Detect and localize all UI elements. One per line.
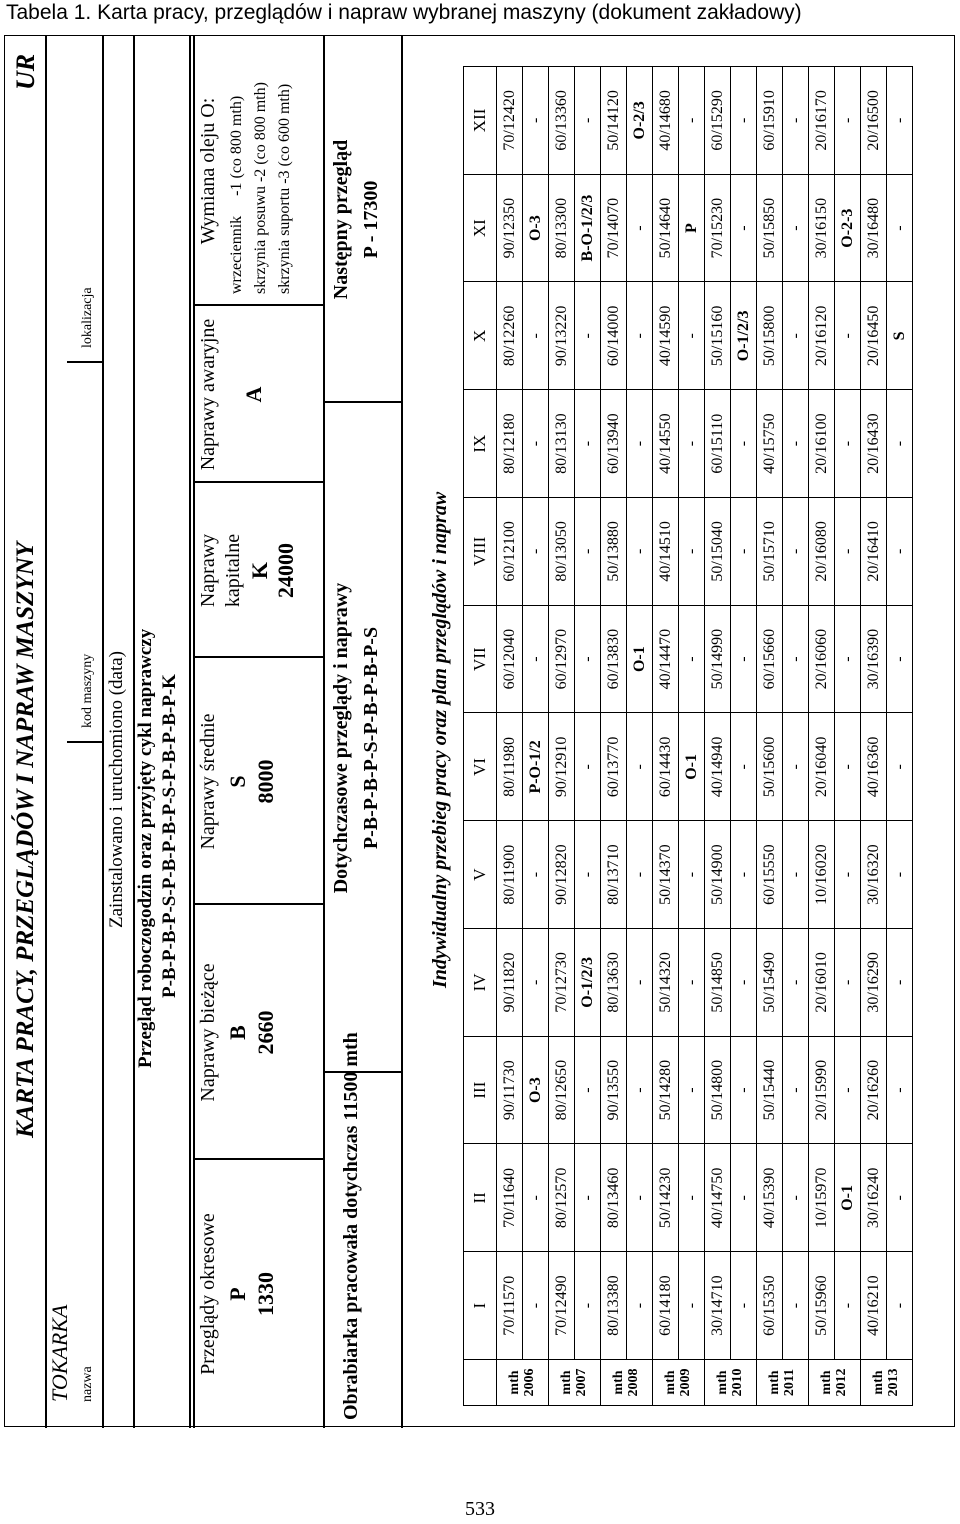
name-label: nazwa [80,1366,95,1402]
hours-cell: 30/16320 [861,821,887,929]
event-cell: - [627,929,653,1037]
month-header: XI [464,174,497,282]
event-cell: - [731,1144,757,1252]
event-cell: - [627,390,653,498]
event-cell: - [731,498,757,606]
hours-cell: 60/15110 [705,390,731,498]
event-cell: - [523,67,549,175]
hours-cell: 50/14640 [653,174,679,282]
capital-repairs-title-1: Naprawy [197,533,219,608]
event-cell: P-O-1/2 [523,713,549,821]
event-cell: - [627,1252,653,1360]
hours-cell: 80/13710 [601,821,627,929]
event-cell: - [731,713,757,821]
year-label [757,1360,809,1406]
hours-cell: 50/14900 [705,821,731,929]
event-cell: - [679,282,705,390]
event-cell: - [783,174,809,282]
hours-cell: 20/16260 [861,1036,887,1144]
hours-cell: 50/15160 [705,282,731,390]
month-header: IX [464,390,497,498]
next-inspection-title: Następny przegląd [330,139,352,300]
year-events-row [575,67,601,1406]
event-cell: - [835,67,861,175]
cycle-title: Przegląd roboczogodzin oraz przyjęty cykl naprawczy [135,628,156,1068]
year-label [549,1360,601,1406]
hours-cell: 50/15850 [757,174,783,282]
month-header: III [464,1036,497,1144]
event-cell: - [679,1036,705,1144]
event-cell: - [575,713,601,821]
capital-repairs-hours: 24000 [273,543,298,598]
event-cell: - [627,1144,653,1252]
hours-cell: 50/14370 [653,821,679,929]
year-events-row [783,67,809,1406]
hours-cell: 50/14800 [705,1036,731,1144]
event-cell: - [887,821,913,929]
hours-cell: 80/11980 [497,713,523,821]
hours-cell: 60/14000 [601,282,627,390]
hours-cell: 80/13380 [601,1252,627,1360]
hours-cell: 60/12040 [497,605,523,713]
year-unit: mth [870,1370,886,1395]
event-cell: - [783,929,809,1037]
hours-cell: 20/16410 [861,498,887,606]
event-cell: - [783,821,809,929]
event-cell: - [887,390,913,498]
hours-cell: 40/14510 [653,498,679,606]
location-label: lokalizacja [80,287,95,348]
hours-cell: 80/13130 [549,390,575,498]
machine-card-sheet [4,35,955,1427]
year-hours-row [809,67,835,1406]
hours-cell: 70/11640 [497,1144,523,1252]
hours-cell: 40/15750 [757,390,783,498]
hours-cell: 50/14850 [705,929,731,1037]
event-cell: - [731,67,757,175]
event-cell: - [783,498,809,606]
medium-repairs-hours: 8000 [253,759,278,804]
work-plan-table [463,66,913,1406]
hours-cell: 70/11570 [497,1252,523,1360]
event-cell: - [887,498,913,606]
hours-cell: 20/16450 [861,282,887,390]
hours-cell: 50/15960 [809,1252,835,1360]
hours-cell: 80/13460 [601,1144,627,1252]
year-events-row [523,67,549,1406]
hours-cell: 40/14470 [653,605,679,713]
hours-cell: 20/16060 [809,605,835,713]
event-cell: - [523,390,549,498]
hours-cell: 20/16100 [809,390,835,498]
installed-date-line: Zainstalowano i uruchomiono (data) [106,650,127,928]
hours-cell: 60/14180 [653,1252,679,1360]
oil-change-apron-gearbox: skrzynia suportu -3 (co 600 mth) [276,83,293,294]
event-cell: - [679,929,705,1037]
year-unit: mth [818,1370,834,1395]
event-cell: - [627,1036,653,1144]
hours-cell: 60/15910 [757,67,783,175]
event-cell: - [679,390,705,498]
event-cell: - [783,605,809,713]
event-cell: - [835,498,861,606]
year-hours-row [861,67,887,1406]
year-hours-row [653,67,679,1406]
event-cell: - [783,1036,809,1144]
event-cell: - [575,1144,601,1252]
machine-code-label: kod maszyny [80,653,95,728]
year-value: 2009 [677,1368,693,1397]
hours-cell: 40/14680 [653,67,679,175]
hours-cell: 90/12820 [549,821,575,929]
event-cell: - [887,929,913,1037]
event-cell: - [575,282,601,390]
month-header: X [464,282,497,390]
hours-cell: 90/11820 [497,929,523,1037]
event-cell: - [575,390,601,498]
year-events-row [731,67,757,1406]
past-inspections-sequence: P-B-P-B-P-S-P-B-P-B-P-S [360,626,382,850]
year-hours-row [497,67,523,1406]
event-cell: - [523,929,549,1037]
page-number: 533 [465,1498,495,1520]
month-header: VI [464,713,497,821]
hours-cell: 10/16020 [809,821,835,929]
hours-cell: 80/13050 [549,498,575,606]
hours-cell: 30/16240 [861,1144,887,1252]
capital-repairs-symbol: K [247,561,272,580]
event-cell: - [731,390,757,498]
oil-change-feed-gearbox: skrzynia posuwu -2 (co 800 mth) [252,82,269,294]
periodic-inspections-symbol: P [225,1287,250,1301]
hours-cell: 50/15800 [757,282,783,390]
event-cell: - [783,1144,809,1252]
hours-cell: 80/13630 [601,929,627,1037]
event-cell: - [575,498,601,606]
hours-cell: 20/16500 [861,67,887,175]
event-cell: - [627,282,653,390]
hours-cell: 50/15600 [757,713,783,821]
year-label [497,1360,549,1406]
hours-cell: 30/16480 [861,174,887,282]
event-cell: - [731,1036,757,1144]
hours-cell: 60/15350 [757,1252,783,1360]
event-cell: - [835,1036,861,1144]
event-cell: - [783,282,809,390]
cycle-sequence: P-B-P-B-P-S-P-B-P-B-P-S-P-B-P-B-P-K [159,674,180,998]
hours-cell: 70/12730 [549,929,575,1037]
month-header: XII [464,67,497,175]
year-value: 2008 [625,1368,641,1397]
next-inspection-value: P - 17300 [360,180,382,259]
ur-mark: UR [11,53,40,90]
event-cell: - [627,174,653,282]
month-header-corner [464,1360,497,1406]
event-cell: - [783,713,809,821]
event-cell: - [575,821,601,929]
hours-cell: 40/15390 [757,1144,783,1252]
hours-cell: 60/13940 [601,390,627,498]
event-cell: S [887,282,913,390]
hours-cell: 80/12260 [497,282,523,390]
medium-repairs-title: Naprawy średnie [197,713,219,850]
event-cell: O-3 [523,174,549,282]
year-hours-row [549,67,575,1406]
event-cell: - [627,821,653,929]
hours-cell: 80/12570 [549,1144,575,1252]
hours-cell: 20/16430 [861,390,887,498]
event-cell: O-1 [835,1144,861,1252]
event-cell: - [835,929,861,1037]
current-repairs-hours: 2660 [253,1010,278,1055]
year-label [653,1360,705,1406]
oil-change-headstock: wrzeciennik -1 (co 800 mth) [228,95,245,294]
year-unit: mth [610,1370,626,1395]
event-cell: O-1/2/3 [575,929,601,1037]
event-cell: - [783,67,809,175]
hours-cell: 20/16170 [809,67,835,175]
emergency-repairs-title: Naprawy awaryjne [197,318,219,471]
hours-cell: 50/15440 [757,1036,783,1144]
year-value: 2006 [521,1368,537,1397]
event-cell: - [731,1252,757,1360]
hours-cell: 50/14280 [653,1036,679,1144]
event-cell: - [679,1144,705,1252]
event-cell: O-1 [627,605,653,713]
event-cell: - [835,821,861,929]
event-cell: P [679,174,705,282]
hours-cell: 30/16290 [861,929,887,1037]
event-cell: - [575,67,601,175]
hours-cell: 40/14940 [705,713,731,821]
plan-title: Indywidualny przebieg pracy oraz plan przeglądów i napraw [429,491,451,988]
hours-cell: 30/16390 [861,605,887,713]
event-cell: - [835,390,861,498]
hours-cell: 50/15710 [757,498,783,606]
hours-cell: 60/15290 [705,67,731,175]
hours-cell: 70/12420 [497,67,523,175]
year-hours-row [757,67,783,1406]
periodic-inspections-title: Przeglądy okresowe [197,1213,219,1375]
hours-cell: 20/16040 [809,713,835,821]
hours-cell: 90/13550 [601,1036,627,1144]
month-header: IV [464,929,497,1037]
hours-cell: 50/14990 [705,605,731,713]
month-header: I [464,1252,497,1360]
event-cell: - [835,605,861,713]
event-cell: - [887,1252,913,1360]
hours-cell: 20/15990 [809,1036,835,1144]
year-label [705,1360,757,1406]
hours-cell: 50/14230 [653,1144,679,1252]
event-cell: B-O-1/2/3 [575,174,601,282]
hours-cell: 60/12100 [497,498,523,606]
hours-cell: 60/14430 [653,713,679,821]
event-cell: - [523,605,549,713]
hours-cell: 50/13880 [601,498,627,606]
hours-cell: 10/15970 [809,1144,835,1252]
month-header: V [464,821,497,929]
hours-cell: 40/16210 [861,1252,887,1360]
capital-repairs-title-2: kapitalne [222,533,244,608]
month-header: VII [464,605,497,713]
year-events-row [887,67,913,1406]
event-cell: - [679,821,705,929]
past-inspections-title: Dotychczasowe przeglądy i naprawy [330,582,352,894]
year-value: 2013 [885,1368,901,1397]
medium-repairs-symbol: S [225,775,250,788]
hours-cell: 80/11900 [497,821,523,929]
event-cell: - [523,821,549,929]
year-unit: mth [766,1370,782,1395]
year-label [861,1360,913,1406]
year-unit: mth [558,1370,574,1395]
hours-cell: 50/14320 [653,929,679,1037]
event-cell: - [575,1036,601,1144]
hours-cell: 70/14070 [601,174,627,282]
event-cell: O-2/3 [627,67,653,175]
machine-name: TOKARKA [47,1304,72,1402]
hours-cell: 70/12490 [549,1252,575,1360]
event-cell: - [887,67,913,175]
hours-cell: 50/15490 [757,929,783,1037]
hours-cell: 70/15230 [705,174,731,282]
event-cell: - [523,1144,549,1252]
month-header-row [464,67,497,1406]
hours-cell: 40/14550 [653,390,679,498]
hours-cell: 20/16120 [809,282,835,390]
hours-cell: 20/16010 [809,929,835,1037]
hours-cell: 60/12970 [549,605,575,713]
hours-cell: 50/15040 [705,498,731,606]
hours-cell: 40/14750 [705,1144,731,1252]
year-value: 2010 [729,1368,745,1397]
year-hours-row [705,67,731,1406]
month-header: II [464,1144,497,1252]
hours-cell: 30/16150 [809,174,835,282]
event-cell: - [731,605,757,713]
oil-change-title: Wymiana oleju O: [197,97,219,245]
event-cell: - [887,174,913,282]
event-cell: - [887,1144,913,1252]
year-hours-row [601,67,627,1406]
event-cell: - [575,1252,601,1360]
hours-cell: 90/12910 [549,713,575,821]
event-cell: O-1 [679,713,705,821]
hours-cell: 60/13360 [549,67,575,175]
year-unit: mth [662,1370,678,1395]
year-value: 2012 [833,1368,849,1397]
year-unit: mth [714,1370,730,1395]
hours-cell: 60/13770 [601,713,627,821]
hours-cell: 80/13300 [549,174,575,282]
year-events-row [627,67,653,1406]
event-cell: - [835,282,861,390]
event-cell: - [627,498,653,606]
event-cell: - [835,713,861,821]
event-cell: O-1/2/3 [731,282,757,390]
event-cell: - [835,1252,861,1360]
event-cell: - [679,605,705,713]
event-cell: - [731,929,757,1037]
event-cell: - [783,390,809,498]
hours-cell: 20/16080 [809,498,835,606]
event-cell: - [523,282,549,390]
hours-cell: 80/12180 [497,390,523,498]
event-cell: O-3 [523,1036,549,1144]
year-value: 2011 [781,1368,797,1397]
worked-hours-so-far: Obrabiarka pracowała dotychczas 11500 mth [340,1032,362,1420]
hours-cell: 40/14590 [653,282,679,390]
periodic-inspections-hours: 1330 [253,1272,278,1316]
event-cell: - [523,498,549,606]
event-cell: - [731,174,757,282]
hours-cell: 60/15660 [757,605,783,713]
event-cell: O-2-3 [835,174,861,282]
event-cell: - [679,1252,705,1360]
hours-cell: 90/11730 [497,1036,523,1144]
hours-cell: 60/15550 [757,821,783,929]
event-cell: - [575,605,601,713]
hours-cell: 40/16360 [861,713,887,821]
year-label [809,1360,861,1406]
event-cell: - [887,1036,913,1144]
card-title: KARTA PRACY, PRZEGLĄDÓW I NAPRAW MASZYNY [12,542,39,1138]
current-repairs-title: Naprawy bieżące [197,963,219,1102]
current-repairs-symbol: B [225,1025,250,1040]
table-caption: Tabela 1. Karta pracy, przeglądów i napraw wybranej maszyny (dokument zakładowy) [6,1,802,24]
rotated-card [5,36,956,1428]
year-unit: mth [506,1370,522,1395]
event-cell: - [627,713,653,821]
hours-cell: 60/13830 [601,605,627,713]
event-cell: - [679,67,705,175]
month-header: VIII [464,498,497,606]
event-cell: - [783,1252,809,1360]
year-events-row [679,67,705,1406]
year-value: 2007 [573,1368,589,1397]
hours-cell: 50/14120 [601,67,627,175]
emergency-repairs-symbol: A [241,386,266,403]
hours-cell: 80/12650 [549,1036,575,1144]
event-cell: - [679,498,705,606]
hours-cell: 30/14710 [705,1252,731,1360]
year-events-row [835,67,861,1406]
event-cell: - [523,1252,549,1360]
event-cell: - [887,605,913,713]
year-label [601,1360,653,1406]
hours-cell: 90/12350 [497,174,523,282]
event-cell: - [731,821,757,929]
hours-cell: 90/13220 [549,282,575,390]
event-cell: - [887,713,913,821]
